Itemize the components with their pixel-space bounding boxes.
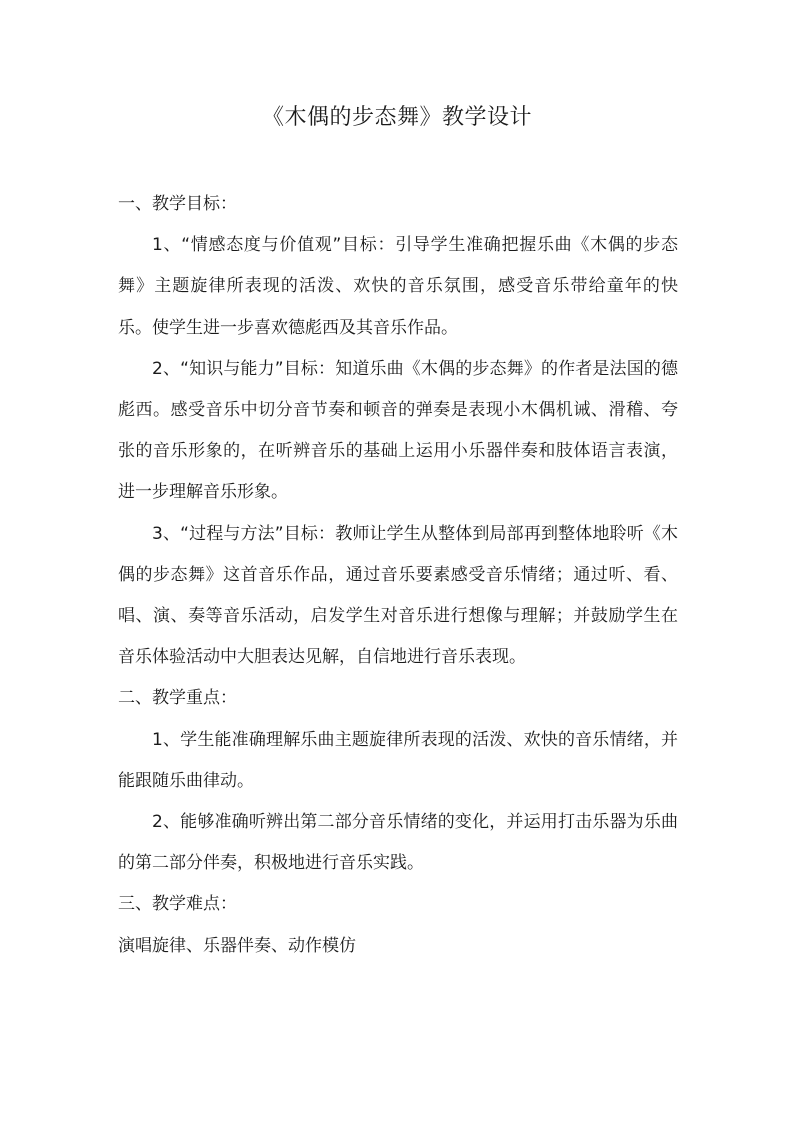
key-point-2-paragraph: 2、能够准确听辨出第二部分音乐情绪的变化，并运用打击乐器为乐曲的第二部分伴奏，积极地进行音乐实践。 — [118, 812, 678, 874]
objective-knowledge-paragraph: 2、“知识与能力”目标：知道乐曲《木偶的步态舞》的作者是法国的德彪西。感受音乐中切分音节奏和顿音的弹奏是表现小木偶机诫、滑稽、夸张的音乐形象的，在听辨音乐的基础上运用小乐器伴奏和肢体语言表演，进一步理解音乐形象。 — [118, 358, 678, 503]
objective-emotion-paragraph: 1、“情感态度与价值观”目标：引导学生准确把握乐曲《木偶的步态舞》主题旋律所表现的活泼、欢快的音乐氛围，感受音乐带给童年的快乐。使学生进一步喜欢德彪西及其音乐作品。 — [118, 235, 678, 338]
key-point-1-paragraph: 1、学生能准确理解乐曲主题旋律所表现的活泼、欢快的音乐情绪，并能跟随乐曲律动。 — [118, 729, 678, 791]
document-body — [118, 184, 678, 967]
document-title: 《木偶的步态舞》教学设计 — [261, 105, 532, 130]
section-heading-difficulties: 三、教学难点： — [118, 894, 237, 915]
section-heading-objectives: 一、教学目标： — [118, 194, 237, 214]
difficulties-text: 演唱旋律、乐器伴奏、动作模仿 — [118, 935, 356, 956]
section-heading-key-points: 二、教学重点： — [118, 688, 237, 709]
objective-process-paragraph: 3、“过程与方法”目标：教师让学生从整体到局部再到整体地聆听《木偶的步态舞》这首音乐作品，通过音乐要素感受音乐情绪；通过听、看、唱、演、奏等音乐活动，启发学生对音乐进行想像与理解；并鼓励学生在音乐体验活动中大胆表达见解，自信地进行音乐表现。 — [118, 523, 678, 668]
